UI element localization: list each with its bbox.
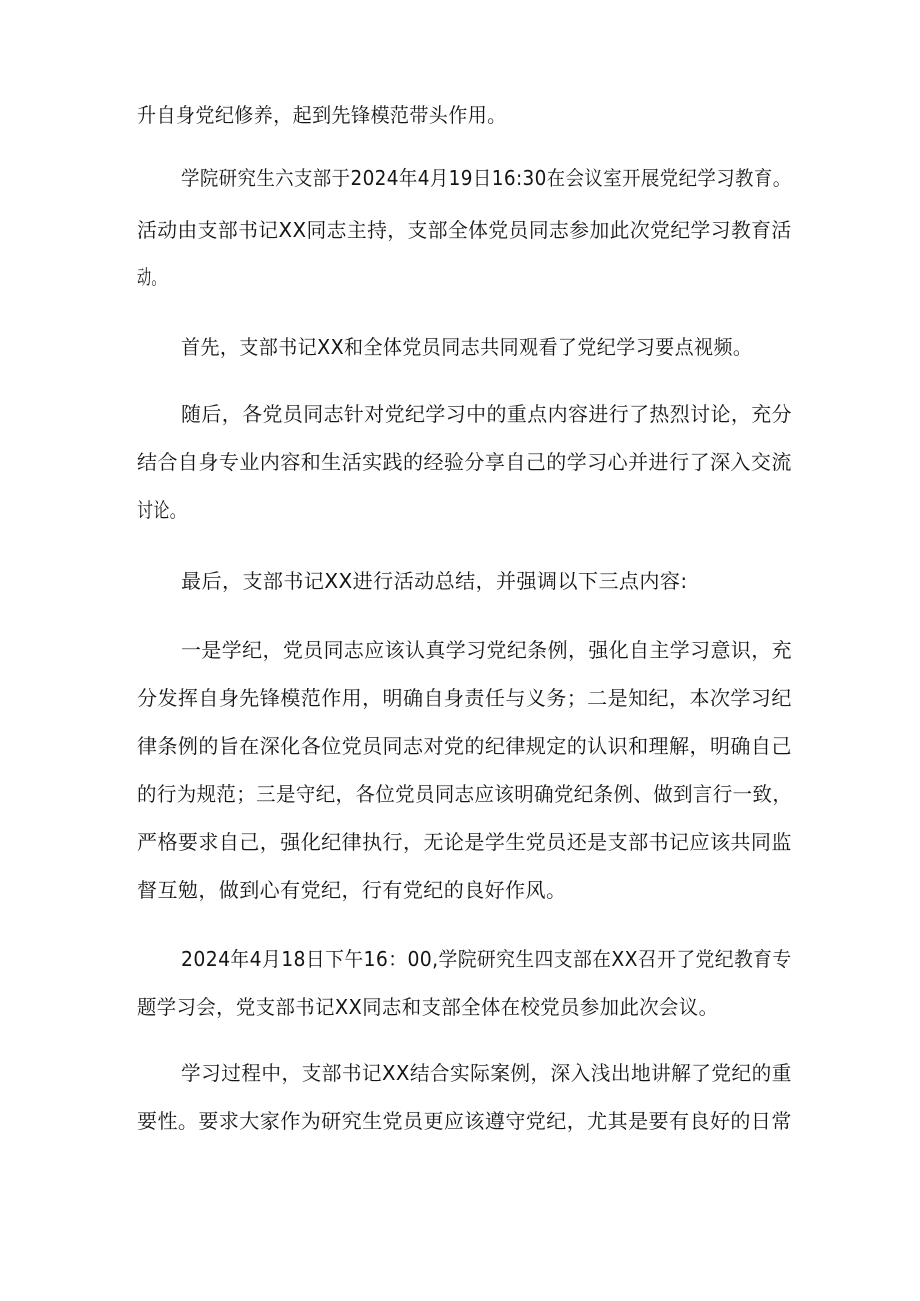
p6-line-5: 严格要求自己，强化纪律执行，无论是学生党员还是支部书记应该共同监 xyxy=(137,830,792,854)
p4-line-3: 讨论。 xyxy=(137,498,187,522)
p5-line-1: 最后，支部书记XX进行活动总结，并强调以下三点内容: xyxy=(181,569,688,593)
p4-line-1: 随后，各党员同志针对党纪学习中的重点内容进行了热烈讨论，充分 xyxy=(181,402,792,426)
p7-line-1: 2024年4月18日下午16：00,学院研究生四支部在XX召开了党纪教育专 xyxy=(181,947,792,971)
p3-line-1: 首先，支部书记XX和全体党员同志共同观看了党纪学习要点视频。 xyxy=(181,335,753,359)
p6-line-1: 一是学纪，党员同志应该认真学习党纪条例，强化自主学习意识，充 xyxy=(181,638,792,662)
p6-line-2: 分发挥自身先锋模范作用，明确自身责任与义务；二是知纪，本次学习纪 xyxy=(137,686,792,710)
p6-line-4: 的行为规范；三是守纪，各位党员同志应该明确党纪条例、做到言行一致， xyxy=(137,782,793,806)
p1-line-1: 升自身党纪修养，起到先锋模范带头作用。 xyxy=(137,103,507,127)
p2-line-1: 学院研究生六支部于2024年4月19日16:30在会议室开展党纪学习教育。 xyxy=(181,166,792,190)
p2-line-2: 活动由支部书记XX同志主持，支部全体党员同志参加此次党纪学习教育活 xyxy=(137,218,792,242)
p8-line-2: 要性。要求大家作为研究生党员更应该遵守党纪，尤其是要有良好的日常 xyxy=(137,1109,792,1133)
p8-line-1: 学习过程中，支部书记XX结合实际案例，深入浅出地讲解了党纪的重 xyxy=(181,1061,792,1085)
p2-line-3: 动。 xyxy=(137,265,166,289)
p6-line-3: 律条例的旨在深化各位党员同志对党的纪律规定的认识和理解，明确自己 xyxy=(137,734,792,758)
p4-line-2: 结合自身专业内容和生活实践的经验分享自己的学习心并进行了深入交流 xyxy=(137,450,792,474)
p6-line-6: 督互勉，做到心有党纪，行有党纪的良好作风。 xyxy=(137,878,567,902)
p7-line-2: 题学习会，党支部书记XX同志和支部全体在校党员参加此次会议。 xyxy=(137,995,719,1019)
